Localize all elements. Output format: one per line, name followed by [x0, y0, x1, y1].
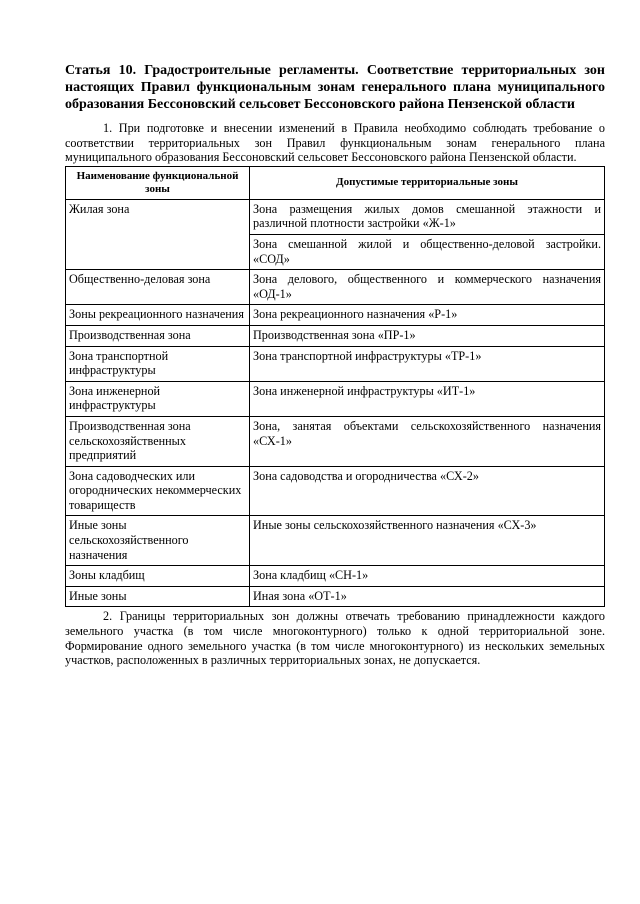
table-row — [66, 566, 605, 587]
territorial-zone-cell: Зона кладбищ «СН-1» — [250, 566, 605, 587]
header-territorial-zones: Допустимые территориальные зоны — [250, 166, 605, 199]
table-row — [66, 199, 605, 234]
functional-zone-cell: Зона садоводческих или огороднических некоммерческих товариществ — [66, 466, 250, 516]
table-row — [66, 516, 605, 566]
functional-zone-cell: Зоны рекреационного назначения — [66, 305, 250, 326]
territorial-zone-cell: Производственная зона «ПР-1» — [250, 325, 605, 346]
territorial-zone-cell: Зона садоводства и огородничества «СХ-2» — [250, 466, 605, 516]
header-functional-zone: Наименование функциональной зоны — [66, 166, 250, 199]
paragraph-2: 2. Границы территориальных зон должны отвечать требованию принадлежности каждого земельного участка (в том числе многоконтурного) только к одной территориальной зоне. Формирование одного земельного участка (в том числе многоконтурного) из нескольких земельных участков, расположенных в различных территориальных зонах, не допускается. — [65, 609, 605, 668]
functional-zone-cell: Производственная зона — [66, 325, 250, 346]
table-row — [66, 586, 605, 607]
territorial-zone-cell: Иная зона «ОТ-1» — [250, 586, 605, 607]
functional-zone-cell: Производственная зона сельскохозяйственных предприятий — [66, 416, 250, 466]
functional-zone-cell: Зона транспортной инфраструктуры — [66, 346, 250, 381]
table-row — [66, 325, 605, 346]
functional-zone-cell: Иные зоны — [66, 586, 250, 607]
table-row — [66, 416, 605, 466]
territorial-zone-cell: Зона рекреационного назначения «Р-1» — [250, 305, 605, 326]
functional-zone-cell: Общественно-деловая зона — [66, 270, 250, 305]
territorial-zone-cell: Зона инженерной инфраструктуры «ИТ-1» — [250, 381, 605, 416]
paragraph-1: 1. При подготовке и внесении изменений в Правила необходимо соблюдать требование о соответствии территориальных зон Правил функциональным зонам генерального плана муниципального образования Бессоновский сельсовет Бессоновского района Пензенской области. — [65, 121, 605, 165]
territorial-zone-cell: Зона смешанной жилой и общественно-деловой застройки. «СОД» — [250, 234, 605, 269]
territorial-zone-cell: Зона размещения жилых домов смешанной этажности и различной плотности застройки «Ж-1» — [250, 199, 605, 234]
territorial-zone-cell: Иные зоны сельскохозяйственного назначения «СХ-3» — [250, 516, 605, 566]
territorial-zone-cell: Зона транспортной инфраструктуры «ТР-1» — [250, 346, 605, 381]
zones-table — [65, 166, 605, 608]
article-heading: Статья 10. Градостроительные регламенты. Соответствие территориальных зон настоящих Правил функциональным зонам генерального плана муниципального образования Бессоновский сельсовет Бессоновского района Пензенской области — [65, 63, 605, 112]
document-page — [65, 62, 605, 668]
table-row — [66, 346, 605, 381]
table-header-row — [66, 166, 605, 199]
territorial-zone-cell: Зона, занятая объектами сельскохозяйственного назначения «СХ-1» — [250, 416, 605, 466]
functional-zone-cell: Жилая зона — [66, 199, 250, 269]
table-row — [66, 270, 605, 305]
table-row — [66, 381, 605, 416]
table-row — [66, 466, 605, 516]
functional-zone-cell: Иные зоны сельскохозяйственного назначения — [66, 516, 250, 566]
territorial-zone-cell: Зона делового, общественного и коммерческого назначения «ОД-1» — [250, 270, 605, 305]
functional-zone-cell: Зоны кладбищ — [66, 566, 250, 587]
functional-zone-cell: Зона инженерной инфраструктуры — [66, 381, 250, 416]
table-row — [66, 305, 605, 326]
